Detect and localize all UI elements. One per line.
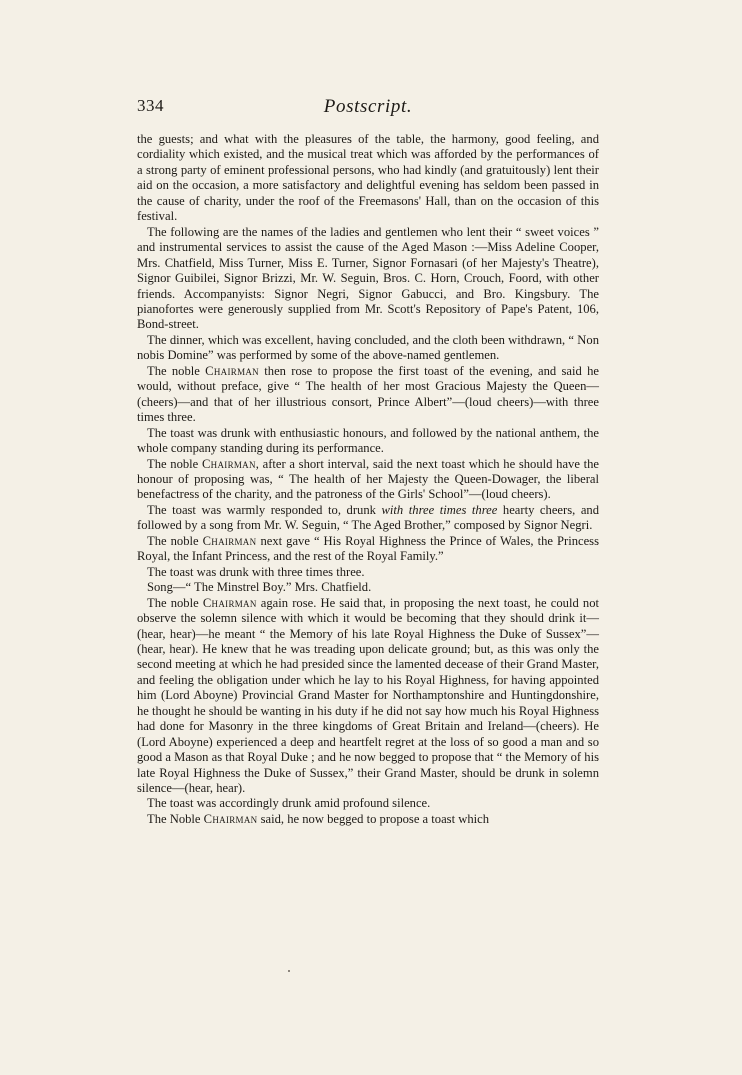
paragraph-toast-royal-family-response: The toast was drunk with three times three. bbox=[147, 564, 365, 579]
paragraph-guests: the guests; and what with the pleasures of the table, the harmony, good feeling, and cordiality which existed, and the musical treat which was afforded by the performances of a strong party of eminent professional persons, who had kindly (and gratuitously) lent their aid on the occasion, a more satisfactory and delightful evening has seldom been passed in the cause of charity, under the roof of the Freemasons' Hall, than on the occasion of this festival. bbox=[137, 132, 599, 224]
paragraph-toast-duke-of-sussex: The noble Chairman again rose. He said that, in proposing the next toast, he could not observe the solemn silence with which it would be becoming that they should drink it—(hear, hear)—he meant “ the Memory of his late Royal Highness the Duke of Sussex”—(hear, hear). He knew that he was treading upon delicate ground; but, as this was only the second meeting at which he had presided since the lamented decease of their Grand Master, and feeling the obligation under which he lay to his Royal Highness, for having appointed him (Lord Aboyne) Provincial Grand Master for Northamptonshire and Huntingdonshire, he thought he should be wanting in his duty if he did not say how much his Royal Highness had done for Masonry in the three kingdoms of Great Britain and Ireland—(cheers). He (Lord Aboyne) experienced a deep and heartfelt regret at the loss of so good a man and so good a Mason as that Royal Duke ; and he now begged to propose that “ the Memory of his late Royal Highness the Duke of Sussex,” their Grand Master, should be drunk in solemn silence—(hear, hear). bbox=[137, 595, 600, 796]
paragraph-toast-queen: The noble Chairman then rose to propose the first toast of the evening, and said he would, without preface, give “ The health of her most Gracious Majesty the Queen—(cheers)—and that of her illustrious consort, Prince Albert”—(loud cheers)—with three times three. bbox=[137, 363, 599, 425]
chairman-label: Chairman bbox=[202, 595, 257, 610]
paper-speck bbox=[288, 970, 290, 972]
paragraph-toast-dowager: The noble Chairman, after a short interval, said the next toast which he should have the honour of proposing was, “ The health of her Majesty the Queen-Dowager, the liberal benefactress of the charity, and the patroness of the Girls' School”—(loud cheers). bbox=[137, 456, 600, 502]
chairman-label: Chairman bbox=[203, 811, 258, 826]
paragraph-toast-queen-response: The toast was drunk with enthusiastic honours, and followed by the national anthem, the whole company standing during its performance. bbox=[137, 425, 599, 456]
chairman-label: Chairman bbox=[205, 363, 259, 378]
running-head bbox=[137, 96, 599, 120]
paragraph-toast-next: The Noble Chairman said, he now begged to propose a toast which bbox=[147, 811, 490, 826]
paragraph-toast-duke-of-sussex-response: The toast was accordingly drunk amid profound silence. bbox=[147, 796, 431, 811]
body-text bbox=[137, 132, 599, 827]
running-title: Postscript. bbox=[323, 96, 413, 117]
page-number: 334 bbox=[137, 96, 164, 115]
paragraph-toast-royal-family: The noble Chairman next gave “ His Royal Highness the Prince of Wales, the Princess Royal, the Infant Princess, and the rest of the Royal Family.” bbox=[137, 533, 599, 564]
chairman-label: Chairman bbox=[202, 533, 257, 548]
paragraph-song: Song—“ The Minstrel Boy.” Mrs. Chatfield. bbox=[147, 580, 372, 595]
chairman-label: Chairman bbox=[201, 456, 256, 471]
paragraph-performers: The following are the names of the ladies and gentlemen who lent their “ sweet voices ” and instrumental services to assist the cause of the Aged Mason :—Miss Adeline Cooper, Mrs. Chatfield, Miss Turner, Miss E. Turner, Signor Fornasari (of her Majesty's Theatre), Signor Guibilei, Signor Brizzi, Mr. W. Seguin, Bros. C. Horn, Crouch, Foord, with other friends. Accompanyists: Signor Negri, Signor Gabucci, and Bro. Kingsbury. The pianofortes were generously supplied from Mr. Scott's Repository of Pape's Patent, 106, Bond-street. bbox=[137, 224, 599, 332]
paragraph-toast-dowager-response: The toast was warmly responded to, drunk with three times three hearty cheers, and followed by a song from Mr. W. Seguin, “ The Aged Brother,” composed by Signor Negri. bbox=[137, 502, 600, 533]
paragraph-dinner: The dinner, which was excellent, having concluded, and the cloth been withdrawn, “ Non nobis Domine” was performed by some of the above-named gentlemen. bbox=[137, 332, 599, 363]
